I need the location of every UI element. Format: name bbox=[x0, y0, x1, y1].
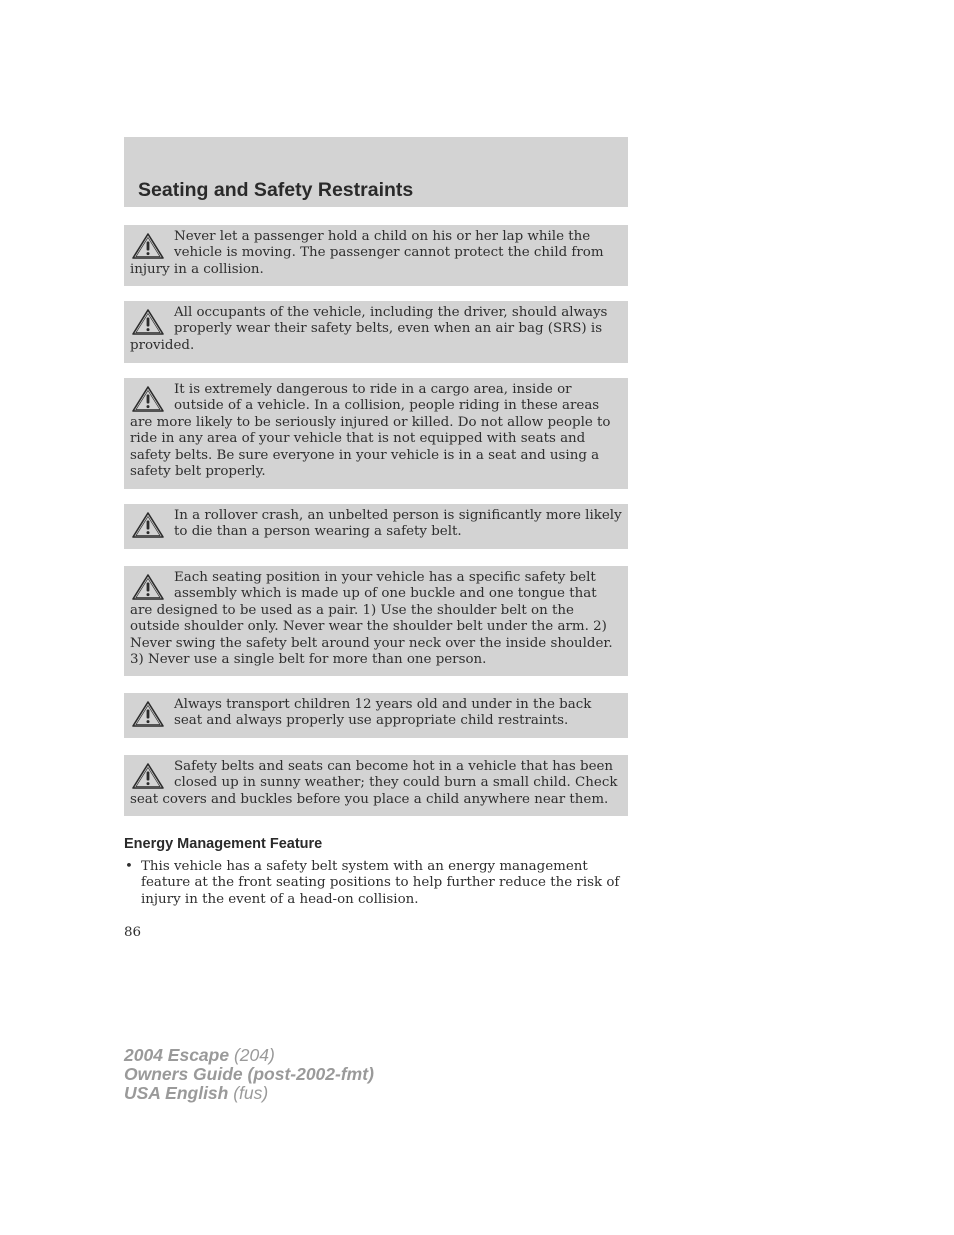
warning-text: All occupants of the vehicle, including the driver, should always properly wear their safety belts, even when an air bag (SRS) is provided. bbox=[130, 305, 608, 353]
footer-language-code: (fus) bbox=[233, 1083, 269, 1103]
warning-text: It is extremely dangerous to ride in a cargo area, inside or outside of a vehicle. In a collision, people riding in these areas are more likely to be seriously injured or killed. Do not allow people to ride in any area of your vehicle that is not equipped with seats and safety belts. Be sure everyone in your vehicle is in a seat and using a safety belt properly. bbox=[130, 382, 611, 480]
warning-box bbox=[124, 755, 628, 816]
warning-triangle-icon bbox=[131, 511, 165, 539]
section-title: Seating and Safety Restraints bbox=[138, 179, 414, 201]
warning-box bbox=[124, 566, 628, 676]
warning-box bbox=[124, 693, 628, 738]
footer-language: USA English bbox=[124, 1083, 229, 1103]
warning-box bbox=[124, 504, 628, 549]
list-item bbox=[124, 859, 628, 908]
footer-guide-line bbox=[124, 1065, 374, 1084]
warning-triangle-icon bbox=[131, 308, 165, 336]
bullet-icon: • bbox=[125, 859, 133, 874]
warning-triangle-icon bbox=[131, 232, 165, 260]
warning-triangle-icon bbox=[131, 700, 165, 728]
warning-triangle-icon bbox=[131, 762, 165, 790]
section-header-band bbox=[124, 137, 628, 207]
energy-management-list bbox=[124, 859, 628, 908]
warning-triangle-icon bbox=[131, 385, 165, 413]
footer-guide: Owners Guide (post-2002-fmt) bbox=[124, 1064, 374, 1084]
footer-model-line bbox=[124, 1046, 374, 1065]
footer-language-line bbox=[124, 1084, 374, 1103]
warning-text: Safety belts and seats can become hot in a vehicle that has been closed up in sunny weather; they could burn a small child. Check seat covers and buckles before you place a child anywhere near them. bbox=[130, 759, 618, 807]
warning-box bbox=[124, 378, 628, 489]
warning-text: Always transport children 12 years old and under in the back seat and always properly use appropriate child restraints. bbox=[174, 697, 592, 729]
warning-text: Each seating position in your vehicle has a specific safety belt assembly which is made up of one buckle and one tongue that are designed to be used as a pair. 1) Use the shoulder belt on the outside shoulder only. Never wear the shoulder belt under the arm. 2) Never swing the safety belt around your neck over the inside shoulder. 3) Never use a single belt for more than one person. bbox=[130, 570, 613, 668]
warning-box bbox=[124, 225, 628, 286]
page-number: 86 bbox=[124, 925, 142, 940]
warning-text: Never let a passenger hold a child on his or her lap while the vehicle is moving. The passenger cannot protect the child from injury in a collision. bbox=[130, 229, 604, 277]
warning-text: In a rollover crash, an unbelted person is significantly more likely to die than a person wearing a safety belt. bbox=[174, 508, 622, 540]
list-item-text: This vehicle has a safety belt system with an energy management feature at the front seating positions to help further reduce the risk of injury in the event of a head-on collision. bbox=[141, 859, 620, 907]
footer-model: 2004 Escape bbox=[124, 1045, 230, 1065]
warning-box bbox=[124, 301, 628, 363]
energy-management-heading: Energy Management Feature bbox=[124, 836, 323, 852]
document-footer bbox=[124, 1046, 374, 1103]
warning-triangle-icon bbox=[131, 573, 165, 601]
footer-model-code: (204) bbox=[233, 1045, 275, 1065]
